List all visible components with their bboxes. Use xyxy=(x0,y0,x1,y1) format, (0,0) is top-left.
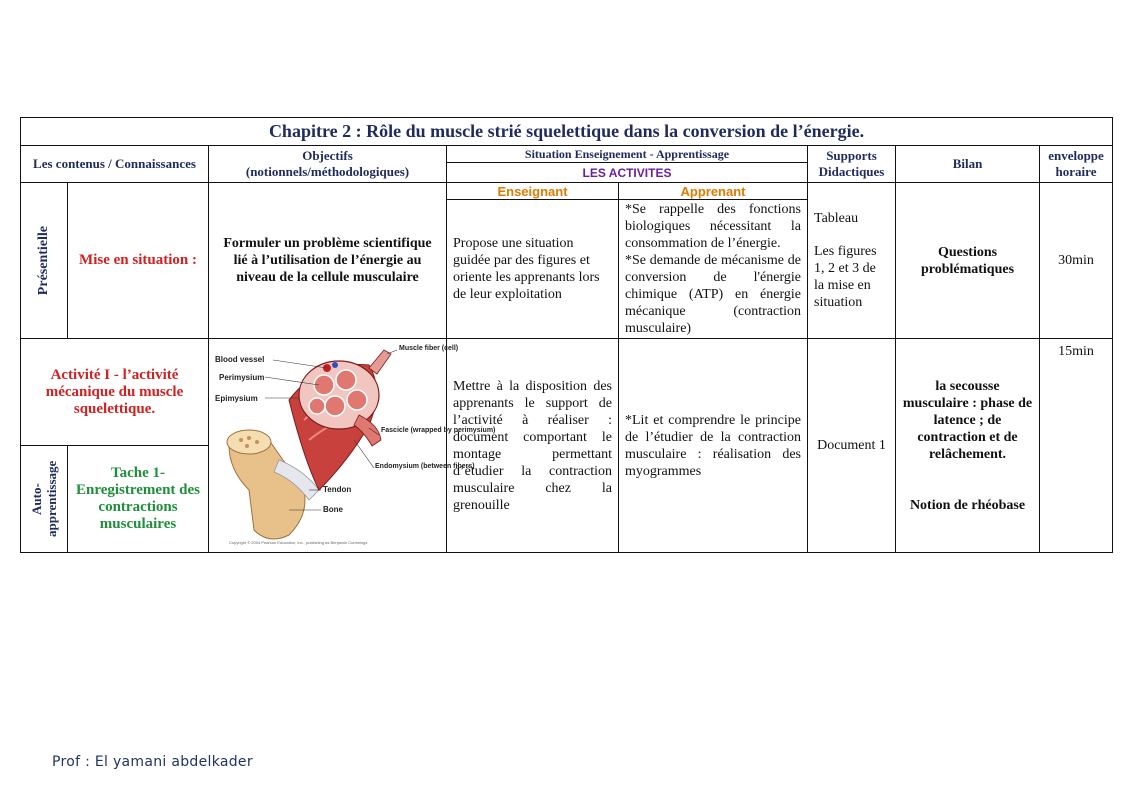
bilan-rheobase: Notion de rhéobase xyxy=(909,497,1026,513)
subheader-apprenant: Apprenant xyxy=(619,183,808,200)
apprenant-row1 xyxy=(619,200,808,339)
label-epimysium: Epimysium xyxy=(215,393,258,403)
label-endomysium: Endomysium (between fibers) xyxy=(375,462,475,470)
footer-author: Prof : El yamani abdelkader xyxy=(52,754,253,770)
lesson-sheet xyxy=(20,117,1112,553)
label-bone: Bone xyxy=(323,504,343,514)
support-tableau: Tableau xyxy=(814,211,859,226)
objectif-formuler-probleme: Formuler un problème scientifique lié à l’utilisation de l’énergie au niveau de la cellule musculaire xyxy=(209,183,447,339)
muscle-diagram xyxy=(209,340,496,552)
mode-auto-cell xyxy=(21,446,68,553)
header-supports xyxy=(808,146,896,183)
apprenant-row1-item2: *Se demande de mécanisme de conversion de l'énergie chimique (ATP) en énergie mécanique (contraction musculaire) xyxy=(625,253,801,337)
support-document1: Document 1 xyxy=(808,339,896,553)
header-enveloppe xyxy=(1040,146,1113,183)
enseignant-row1: Propose une situation guidée par des figures et oriente les apprenants lors de leur exploitation xyxy=(447,200,619,339)
header-supports-line2: Didactiques xyxy=(818,164,885,179)
bilan-row2 xyxy=(896,339,1040,553)
mode-auto-apprentissage: Auto-apprentissage xyxy=(29,460,59,538)
label-tendon: Tendon xyxy=(323,484,352,494)
figure-copyright: Copyright © 2004 Pearson Education, Inc., publishing as Benjamin Cummings xyxy=(229,539,368,545)
horaire-30min: 30min xyxy=(1040,183,1113,339)
header-situation: Situation Enseignement - Apprentissage xyxy=(447,146,808,163)
header-supports-line1: Supports xyxy=(826,148,877,163)
subheader-enseignant: Enseignant xyxy=(447,183,619,200)
muscle-structure-figure xyxy=(209,340,496,552)
header-enveloppe-line1: enveloppe xyxy=(1048,148,1104,163)
mode-presentielle: Présentielle xyxy=(36,225,51,296)
bilan-questions: Questions problématiques xyxy=(896,183,1040,339)
label-perimysium: Perimysium xyxy=(219,372,265,382)
header-objectifs-line2: (notionnels/méthodologiques) xyxy=(245,164,410,179)
apprenant-row2: *Lit et comprendre le principe de l’étudier de la contraction musculaire : réalisation des myogrammes xyxy=(619,339,808,553)
header-objectifs-line1: Objectifs xyxy=(302,148,353,163)
header-bilan: Bilan xyxy=(896,146,1040,183)
figure-cell xyxy=(209,339,496,553)
horaire-15min: 15min xyxy=(1040,339,1113,553)
header-activites: LES ACTIVITES xyxy=(447,163,808,183)
label-blood-vessel: Blood vessel xyxy=(215,354,265,364)
support-figures: Les figures 1, 2 et 3 de la mise en situation xyxy=(814,244,877,310)
activite-1: Activité I - l’activité mécanique du muscle squelettique. xyxy=(21,339,209,446)
apprenant-row1-item1: *Se rappelle des fonctions biologiques nécessitant la consommation de l’énergie. xyxy=(625,202,801,252)
label-muscle-fiber: Muscle fiber (cell) xyxy=(399,344,459,352)
header-enveloppe-line2: horaire xyxy=(1055,164,1097,179)
bilan-secousse: la secousse musculaire : phase de latence ; de contraction et de relâchement. xyxy=(902,378,1033,462)
mode-presentielle-cell xyxy=(21,183,68,339)
label-fascicle: Fascicle (wrapped by perimysium) xyxy=(381,426,496,434)
tache-1: Tache 1- Enregistrement des contractions musculaires xyxy=(68,446,209,553)
header-objectifs xyxy=(209,146,447,183)
enseignant-row2: Mettre à la disposition des apprenants le support de l’activité à réaliser : document comportant le montage permettant d’étudier la contraction musculaire chez la grenouille xyxy=(447,339,619,553)
header-contenus: Les contenus / Connaissances xyxy=(21,146,209,183)
support-row1 xyxy=(808,183,896,339)
page-title: Chapitre 2 : Rôle du muscle strié squelettique dans la conversion de l’énergie. xyxy=(21,118,1113,146)
contenu-mise-en-situation: Mise en situation : xyxy=(68,183,209,339)
lesson-table xyxy=(20,117,1113,553)
